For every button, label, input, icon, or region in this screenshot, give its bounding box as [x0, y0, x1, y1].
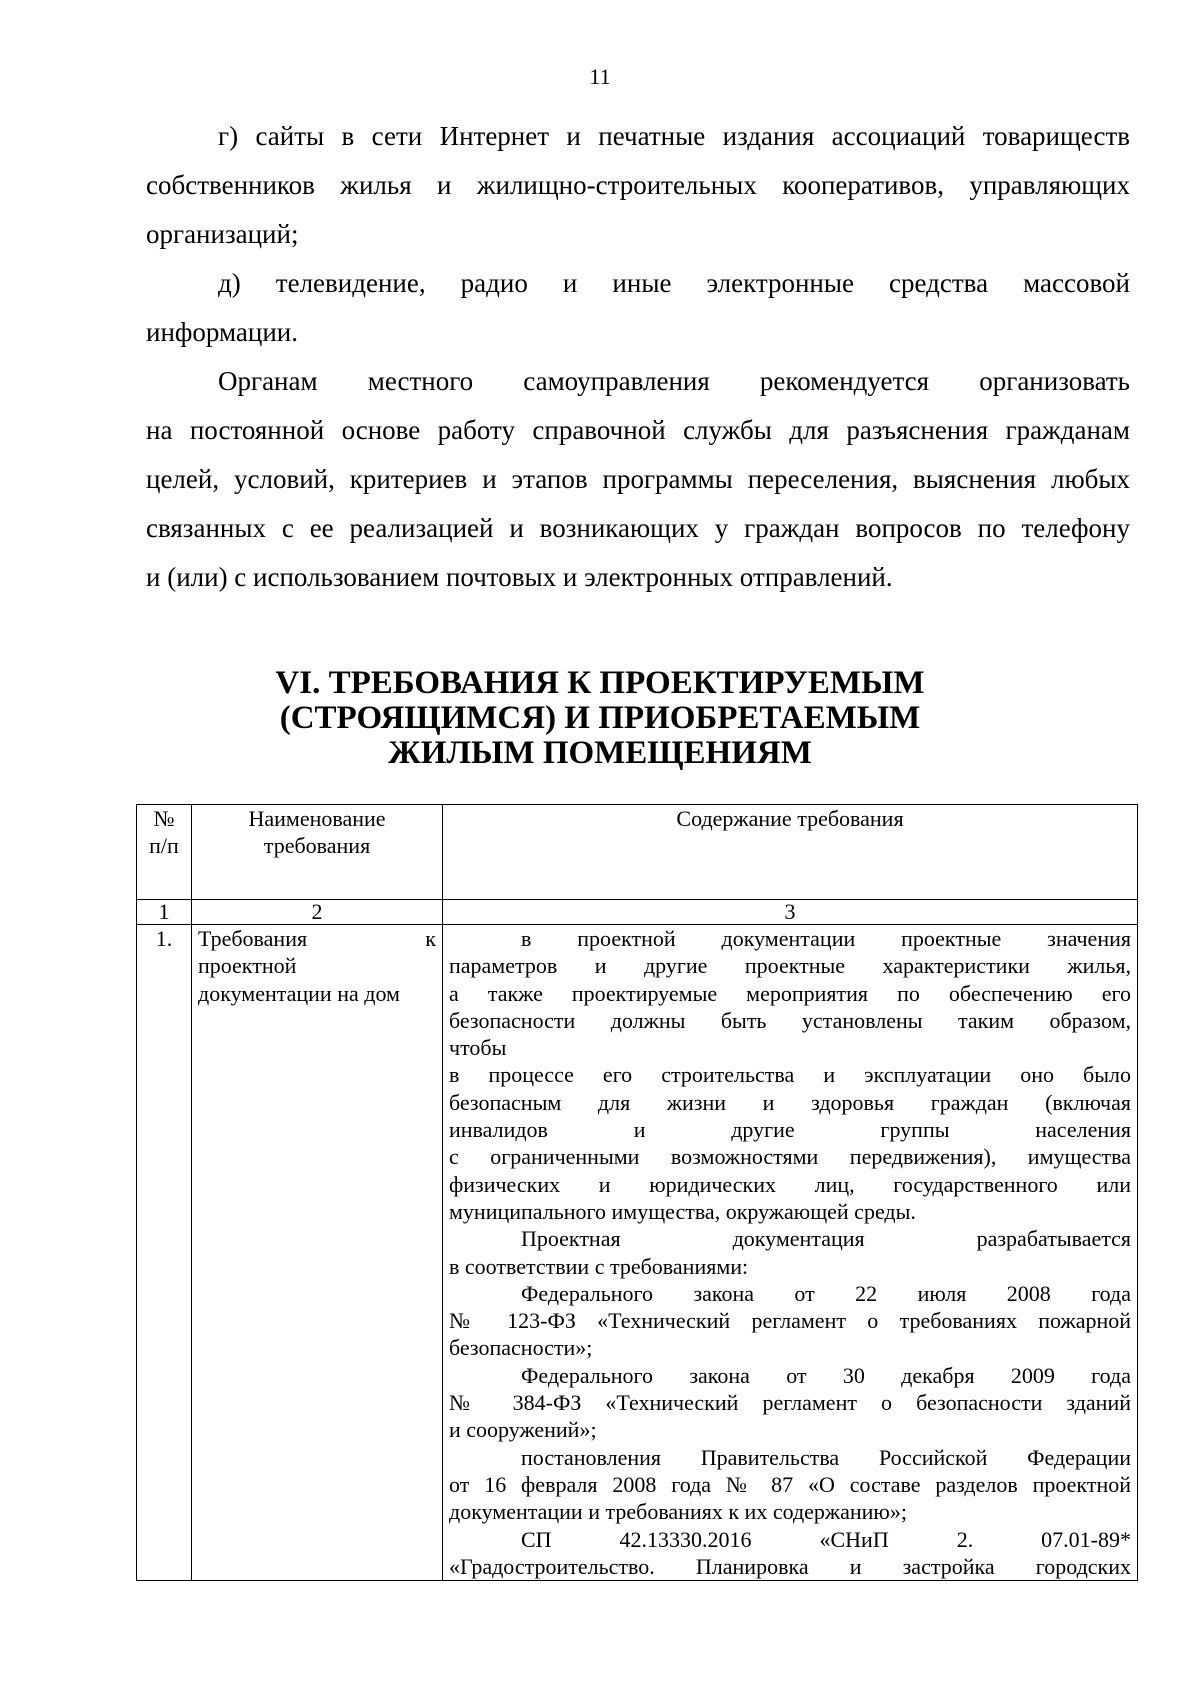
paragraph-g [146, 112, 1130, 259]
section-title [0, 666, 1200, 771]
text-line: связанных с ее реализацией и возникающих у граждан вопросов по телефону [146, 513, 1130, 543]
column-number: 3 [443, 900, 1138, 925]
header-number-symbol: № [153, 806, 175, 831]
column-number: 1 [137, 900, 192, 925]
text-line: информации. [146, 317, 298, 347]
header-number-abbr: п/п [149, 833, 179, 859]
text-line: организаций; [146, 219, 299, 249]
content-line: физических и юридических лиц, государственного или [449, 1171, 1131, 1197]
row-name [192, 925, 443, 1581]
content-line: в процессе его строительства и эксплуатации оно было [449, 1062, 1131, 1088]
content-line: с ограниченными возможностями передвижения), имущества [449, 1144, 1131, 1170]
page-number: 11 [589, 64, 611, 89]
content-line: постановления Правительства Российской Федерации [521, 1444, 1131, 1470]
requirements-table [136, 804, 1138, 1581]
text-line: д) телевидение, радио и иные электронные средства массовой [218, 268, 1130, 298]
column-number: 2 [192, 900, 443, 925]
content-line: № 384-ФЗ «Технический регламент о безопасности зданий [449, 1390, 1131, 1416]
content-line: безопасности»; [449, 1335, 593, 1361]
content-line: и сооружений»; [449, 1417, 597, 1443]
row-content [443, 925, 1138, 1581]
content-line: от 16 февраля 2008 года № 87 «О составе разделов проектной [449, 1471, 1131, 1497]
header-content: Содержание требования [443, 805, 1138, 900]
header-name-line: требования [263, 833, 371, 859]
text-line: целей, условий, критериев и этапов программы переселения, выяснения любых [146, 464, 1130, 494]
text-line: собственников жилья и жилищно-строительных кооперативов, управляющих [146, 170, 1130, 200]
section-title-line: VI. ТРЕБОВАНИЯ К ПРОЕКТИРУЕМЫМ [275, 665, 925, 701]
text-line: на постоянной основе работу справочной службы для разъяснения гражданам [146, 415, 1130, 445]
header-name-line: Наименование [248, 806, 386, 831]
content-line: параметров и другие проектные характеристики жилья, [449, 953, 1131, 979]
column-numbers-row [137, 900, 1138, 925]
content-line: безопасным для жизни и здоровья граждан (включая [449, 1089, 1131, 1115]
content-line: Федерального закона от 30 декабря 2009 года [521, 1362, 1131, 1388]
section-title-line: ЖИЛЫМ ПОМЕЩЕНИЯМ [388, 735, 812, 771]
content-line: СП 42.13330.2016 «СНиП 2. 07.01-89* [521, 1526, 1131, 1552]
row-name-word: к [425, 926, 436, 951]
table-row [137, 925, 1138, 1581]
paragraph-local-authorities [146, 357, 1130, 602]
table-header-row [137, 805, 1138, 900]
content-line: документации и требованиях к их содержанию»; [449, 1499, 907, 1525]
content-line: Проектная документация разрабатывается [521, 1226, 1131, 1252]
content-line: «Градостроительство. Планировка и застройка городских [449, 1553, 1131, 1579]
header-name [192, 805, 443, 900]
content-line: в проектной документации проектные значения [521, 926, 1131, 951]
content-line: а также проектируемые мероприятия по обеспечению его [449, 980, 1131, 1006]
text-line: и (или) с использованием почтовых и электронных отправлений. [146, 562, 893, 592]
text-line: Органам местного самоуправления рекомендуется организовать [218, 366, 1130, 396]
content-line: в соответствии с требованиями: [449, 1253, 749, 1279]
header-number [137, 805, 192, 900]
content-line: инвалидов и другие группы населения [449, 1117, 1131, 1143]
text-line: г) сайты в сети Интернет и печатные издания ассоциаций товариществ [218, 121, 1130, 151]
row-number: 1. [137, 925, 192, 1581]
row-name-line: проектной [198, 953, 297, 979]
content-line: безопасности должны быть установлены таким образом, [449, 1007, 1131, 1033]
content-line: чтобы [449, 1035, 507, 1061]
row-name-line: документации на дом [198, 980, 400, 1006]
section-title-line: (СТРОЯЩИМСЯ) И ПРИОБРЕТАЕМЫМ [279, 700, 921, 736]
paragraph-d [146, 259, 1130, 357]
row-name-line [198, 925, 436, 952]
row-name-word: Требования [198, 926, 308, 951]
content-line: муниципального имущества, окружающей среды. [449, 1198, 916, 1224]
content-line: № 123-ФЗ «Технический регламент о требованиях пожарной [449, 1308, 1131, 1334]
content-line: Федерального закона от 22 июля 2008 года [521, 1280, 1131, 1306]
